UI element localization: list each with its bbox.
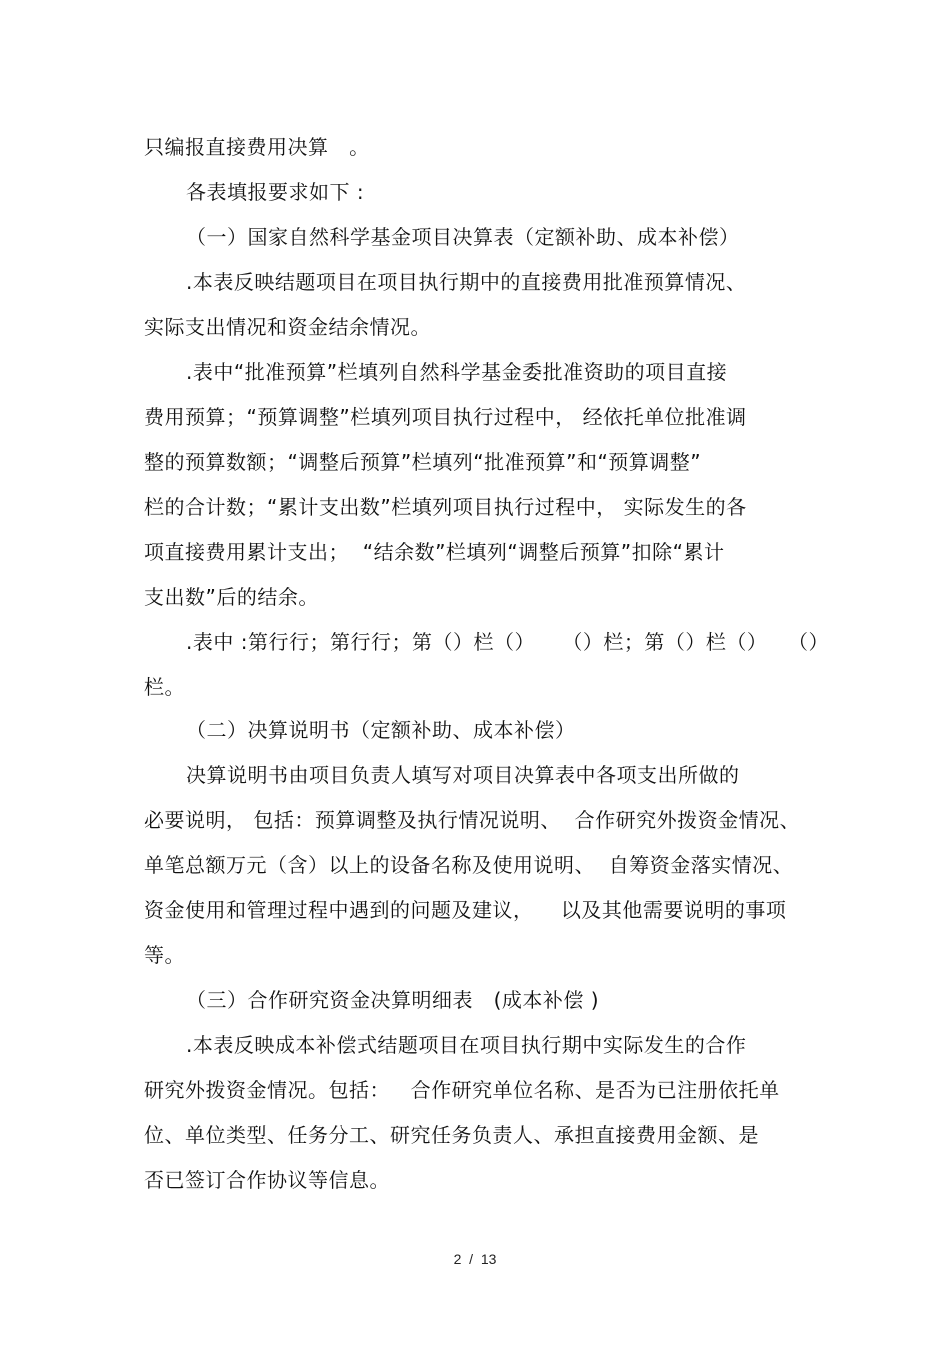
text-line: 资金使用和管理过程中遇到的问题及建议， 以及其他需要说明的事项 <box>144 898 787 922</box>
text-line: 费用预算；“预算调整”栏填列项目执行过程中， 经依托单位批准调 <box>144 405 747 429</box>
text-line: .表中 :第行行；第行行；第（）栏（） （）栏；第（）栏（） （） <box>186 630 829 654</box>
text-line: 实际支出情况和资金结余情况。 <box>144 315 431 339</box>
text-line: 支出数”后的结余。 <box>144 585 319 609</box>
section-heading: （三）合作研究资金决算明细表 (成本补偿 ) <box>186 988 600 1012</box>
text-line: 研究外拨资金情况。包括： 合作研究单位名称、是否为已注册依托单 <box>144 1078 780 1102</box>
text-line: 否已签订合作协议等信息。 <box>144 1168 390 1192</box>
section-heading: （二）决算说明书（定额补助、成本补偿） <box>186 718 576 742</box>
text-line: 项直接费用累计支出； “结余数”栏填列“调整后预算”扣除“累计 <box>144 540 725 564</box>
text-line: 单笔总额万元（含）以上的设备名称及使用说明、 自筹资金落实情况、 <box>144 853 794 877</box>
text-line: 位、单位类型、任务分工、研究任务负责人、承担直接费用金额、是 <box>144 1123 759 1147</box>
text-line: 栏。 <box>144 675 185 699</box>
section-heading: （一）国家自然科学基金项目决算表（定额补助、成本补偿） <box>186 225 740 249</box>
text-line: 等。 <box>144 943 185 967</box>
text-line: 栏的合计数；“累计支出数”栏填列项目执行过程中， 实际发生的各 <box>144 495 747 519</box>
text-line: .本表反映结题项目在项目执行期中的直接费用批准预算情况、 <box>186 270 747 294</box>
text-line: 整的预算数额；“调整后预算”栏填列“批准预算”和“预算调整” <box>144 450 702 474</box>
text-line: 只编报直接费用决算 。 <box>144 135 370 159</box>
page-number: 2 / 13 <box>453 1251 497 1267</box>
text-line: 必要说明， 包括：预算调整及执行情况说明、 合作研究外拨资金情况、 <box>144 808 801 832</box>
text-line: .表中“批准预算”栏填列自然科学基金委批准资助的项目直接 <box>186 360 728 384</box>
text-line: .本表反映成本补偿式结题项目在项目执行期中实际发生的合作 <box>186 1033 747 1057</box>
text-line: 决算说明书由项目负责人填写对项目决算表中各项支出所做的 <box>186 763 740 787</box>
text-line: 各表填报要求如下 : <box>186 180 365 204</box>
